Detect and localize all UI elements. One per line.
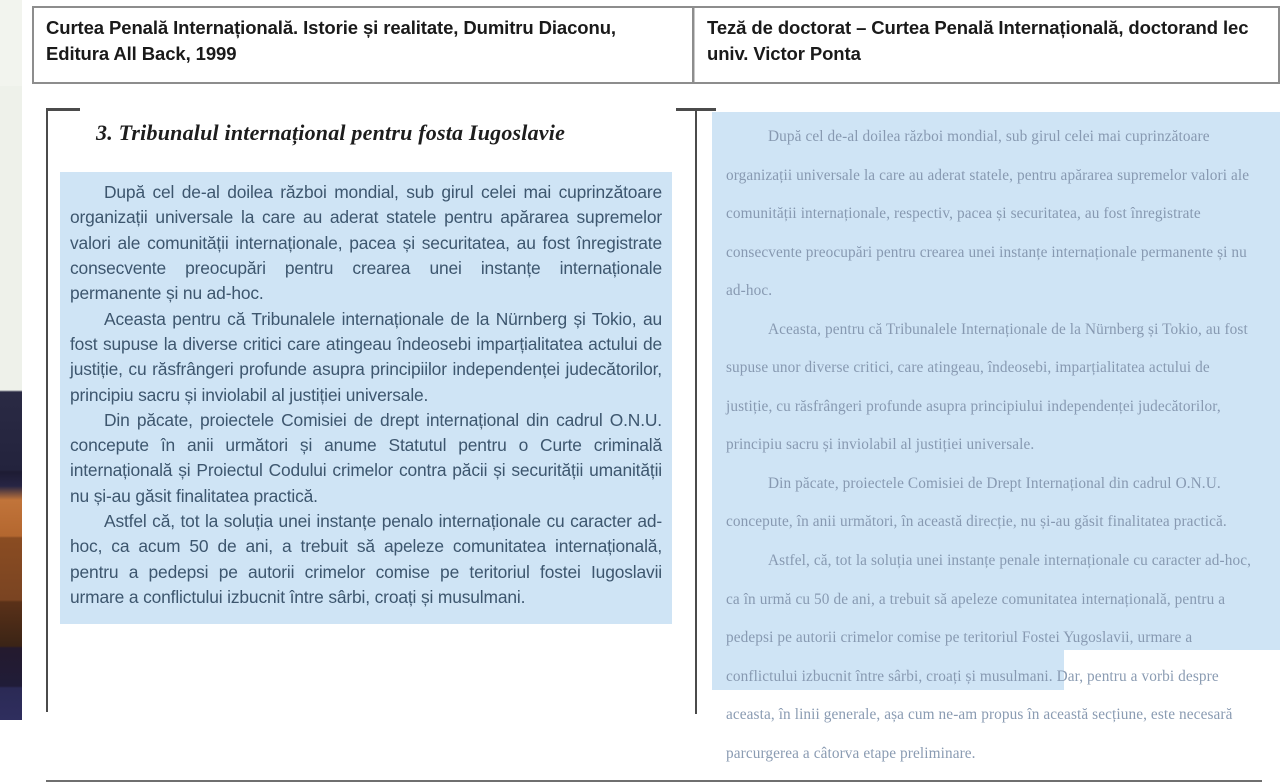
left-document-top-rule (46, 108, 80, 111)
right-line-13: ca în urmă cu 50 de ani, a trebuit să apeleze comunitatea internațională, pentru a (726, 590, 1226, 608)
right-line-4: consecvente preocupări pentru crearea unei instanțe internaționale permanente și nu (726, 243, 1247, 261)
right-line-12: Astfel, că, tot la soluția unei instanțe penale internaționale cu caracter ad-hoc, (768, 552, 1252, 570)
left-paragraph-3: Din păcate, proiectele Comisiei de drept internațional din cadrul O.N.U. concepute în anii următori și anume Statutul pentru o Curte criminală internațională și Proiectul Codului crimelor contra păcii și securității umanității nu și-au găsit finalitatea practică. (70, 409, 662, 506)
right-line-3: comunității internaționale, respectiv, pacea și securitatea, au fost înregistrate (726, 205, 1201, 223)
right-line-9: principiu sacru și inviolabil al justiției universale. (726, 436, 1035, 454)
right-line-7: supuse unor diverse critici, care atingeau, îndeosebi, imparțialitatea actului de (726, 359, 1210, 377)
header-cell-source (34, 8, 694, 82)
left-paragraph-2: Aceasta pentru că Tribunalele internaționale de la Nürnberg și Tokio, au fost supuse la diverse critici care atingeau îndeosebi imparțialitatea actului de justiție, cu răsfrângeri profunde asupra principiilor independenței judecătorilor, principiu sacru și inviolabil al justiției universale. (70, 308, 662, 405)
source-citation-line-2: Editura All Back, 1999 (46, 43, 237, 65)
right-line-6: Aceasta, pentru că Tribunalele Internaționale de la Nürnberg și Tokio, au fost (768, 320, 1248, 338)
right-line-15: conflictului izbucnit între sârbi, croați și musulmani. Dar, pentru a vorbi despre (726, 667, 1219, 685)
left-document-scan (46, 108, 686, 712)
documents-comparison-area (0, 86, 1280, 762)
right-line-10: Din păcate, proiectele Comisiei de Drept Internațional din cadrul O.N.U. (768, 474, 1221, 492)
left-paragraph-1: După cel de-al doilea război mondial, sub girul celei mai cuprinzătoare organizații universale la care au aderat statele pentru apărarea supremelor valori ale comunității internaționale, pacea și securitatea, au fost înregistrate consecvente preocupări pentru crearea unei instanțe internaționale permanente și nu ad-hoc. (70, 182, 662, 304)
thesis-citation-line-1: Teză de doctorat – Curtea Penală Internațională, doctorand lec (707, 17, 1249, 38)
right-document-scan (712, 108, 1280, 762)
source-citation-line-1: Curtea Penală Internațională. Istorie și realitate, Dumitru Diaconu, (46, 17, 616, 38)
right-document-text (712, 108, 1280, 773)
right-line-5: ad-hoc. (726, 282, 773, 300)
right-line-2: organizații universale la care au aderat statele, pentru apărarea supremelor valori ale (726, 166, 1250, 184)
left-paragraph-4: Astfel că, tot la soluția unei instanțe penalo internaționale cu caracter ad-hoc, ca acum 50 de ani, a trebuit să apeleze comunitatea internațională, pentru a pedepsi pe autorii crimelor comise pe teritoriul fostei Iugoslavii urmare a conflictului izbucnit între sârbi, croați și musulmani. (70, 511, 662, 607)
left-highlighted-passage (60, 172, 672, 624)
right-line-14: pedepsi pe autorii crimelor comise pe teritoriul Fostei Yugoslavii, urmare a (726, 629, 1193, 647)
right-line-17: parcurgerea a câtorva etape preliminare. (726, 744, 976, 762)
right-line-8: justiție, cu răsfrângeri profunde asupra principiului independenței judecătorilor, (726, 397, 1221, 415)
citation-comparison-table (32, 6, 1280, 84)
header-cell-thesis (694, 8, 1278, 82)
column-divider (695, 109, 697, 714)
left-section-title: 3. Tribunalul internațional pentru fosta Iugoslavie (96, 120, 566, 145)
thesis-citation-line-2: univ. Victor Ponta (707, 43, 861, 65)
right-line-1: După cel de-al doilea război mondial, sub girul celei mai cuprinzătoare (768, 128, 1210, 145)
right-line-16: aceasta, în linii generale, așa cum ne-am propus în această secțiune, este necesară (726, 706, 1233, 724)
right-line-11: concepute, în anii următori, în această direcție, nu și-au găsit finalitatea practică. (726, 513, 1227, 531)
